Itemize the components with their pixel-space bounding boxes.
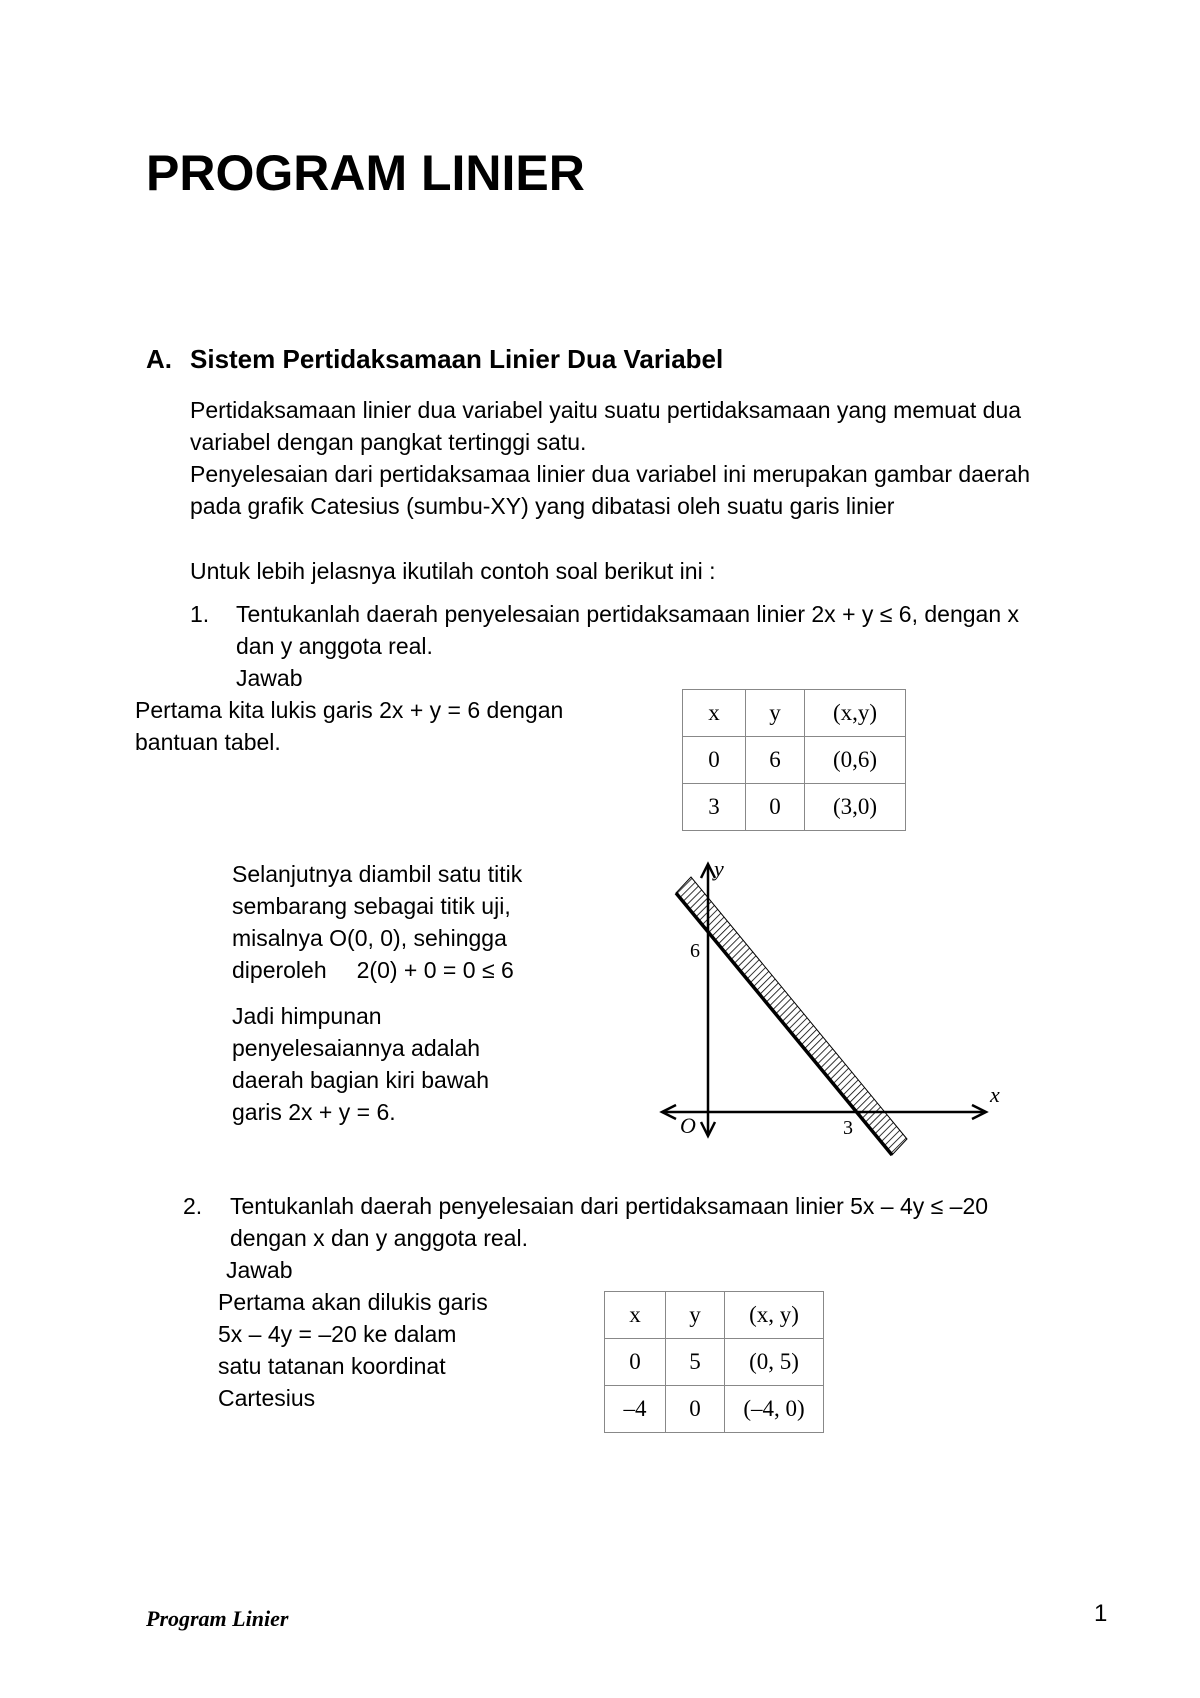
problem1-graph — [650, 850, 1030, 1170]
section-heading — [146, 343, 723, 375]
conclusion-line: Jadi himpunan — [232, 1003, 382, 1029]
problem2-line: dengan x dan y anggota real. — [230, 1225, 528, 1251]
table-cell: 0 — [683, 737, 746, 784]
intro-line: Pertidaksamaan linier dua variabel yaitu suatu pertidaksamaan yang memuat dua — [190, 397, 1022, 423]
y-axis-label: y — [714, 856, 724, 881]
step1-line: bantuan tabel. — [135, 729, 281, 755]
table-header-row — [605, 1292, 824, 1339]
conclusion-line: garis 2x + y = 6. — [232, 1099, 396, 1125]
step1-line: Pertama kita lukis garis 2x + y = 6 dengan — [135, 697, 564, 723]
shaded-region — [676, 877, 907, 1155]
y-intercept-label: 6 — [690, 940, 700, 962]
table-row — [605, 1386, 824, 1433]
table-row — [683, 737, 906, 784]
page-title: PROGRAM LINIER — [146, 145, 585, 201]
problem1-line: Tentukanlah daerah penyelesaian pertidaksamaan linier 2x + y ≤ 6, dengan x — [236, 601, 1019, 627]
problem2-number: 2. — [183, 1193, 203, 1219]
problem2-statement — [230, 1190, 988, 1254]
lead-in: Untuk lebih jelasnya ikutilah contoh soal berikut ini : — [190, 558, 716, 584]
problem2-table — [604, 1291, 824, 1433]
table-cell: 0 — [666, 1386, 725, 1433]
test-point-expr: 2(0) + 0 = 0 ≤ 6 — [356, 957, 514, 983]
test-point-result — [232, 954, 522, 986]
table-cell: (3,0) — [805, 784, 906, 831]
table-cell: 0 — [605, 1339, 666, 1386]
intro-line: variabel dengan pangkat tertinggi satu. — [190, 429, 587, 455]
section-letter: A. — [146, 344, 172, 374]
table-cell: (0, 5) — [725, 1339, 824, 1386]
table-header-y: y — [666, 1292, 725, 1339]
intro-line: Penyelesaian dari pertidaksamaa linier dua variabel ini merupakan gambar daerah — [190, 461, 1030, 487]
test-point-line: sembarang sebagai titik uji, — [232, 893, 511, 919]
section-title: Sistem Pertidaksamaan Linier Dua Variabel — [190, 344, 724, 374]
table-header-y: y — [746, 690, 805, 737]
table-header-row — [683, 690, 906, 737]
problem1-statement — [236, 598, 1019, 694]
intro-line: pada grafik Catesius (sumbu-XY) yang dibatasi oleh suatu garis linier — [190, 493, 895, 519]
conclusion-line: daerah bagian kiri bawah — [232, 1067, 490, 1093]
table-header-x: x — [683, 690, 746, 737]
step1-line: satu tatanan koordinat — [218, 1353, 446, 1379]
table-row — [605, 1339, 824, 1386]
problem1-table — [682, 689, 906, 831]
step1-line: 5x – 4y = –20 ke dalam — [218, 1321, 457, 1347]
footer-title: Program Linier — [146, 1606, 289, 1631]
origin-label: O — [680, 1113, 696, 1138]
intro-paragraph — [190, 394, 1030, 522]
table-row — [683, 784, 906, 831]
test-point-text — [232, 858, 522, 986]
table-cell: 5 — [666, 1339, 725, 1386]
problem2-line: Tentukanlah daerah penyelesaian dari pertidaksamaan linier 5x – 4y ≤ –20 — [230, 1193, 989, 1219]
table-cell: 6 — [746, 737, 805, 784]
step1-line: Pertama akan dilukis garis — [218, 1289, 488, 1315]
test-point-label: diperoleh — [232, 957, 327, 983]
test-point-line: Selanjutnya diambil satu titik — [232, 861, 523, 887]
table-cell: 0 — [746, 784, 805, 831]
table-header-xy: (x, y) — [725, 1292, 824, 1339]
problem1-number: 1. — [190, 601, 210, 627]
x-intercept-label: 3 — [843, 1117, 853, 1139]
problem2-step1 — [218, 1286, 488, 1414]
conclusion-text — [232, 1000, 489, 1128]
table-cell: (–4, 0) — [725, 1386, 824, 1433]
problem1-step1 — [135, 694, 563, 758]
page-number: 1 — [1094, 1600, 1108, 1627]
problem1-jawab: Jawab — [236, 665, 303, 691]
problem1-line: dan y anggota real. — [236, 633, 433, 659]
table-cell: (0,6) — [805, 737, 906, 784]
table-header-xy: (x,y) — [805, 690, 906, 737]
test-point-line: misalnya O(0, 0), sehingga — [232, 925, 507, 951]
table-cell: 3 — [683, 784, 746, 831]
step1-line: Cartesius — [218, 1385, 316, 1411]
problem2-jawab: Jawab — [226, 1257, 293, 1283]
table-header-x: x — [605, 1292, 666, 1339]
x-axis-label: x — [990, 1082, 1000, 1107]
table-cell: –4 — [605, 1386, 666, 1433]
conclusion-line: penyelesaiannya adalah — [232, 1035, 481, 1061]
